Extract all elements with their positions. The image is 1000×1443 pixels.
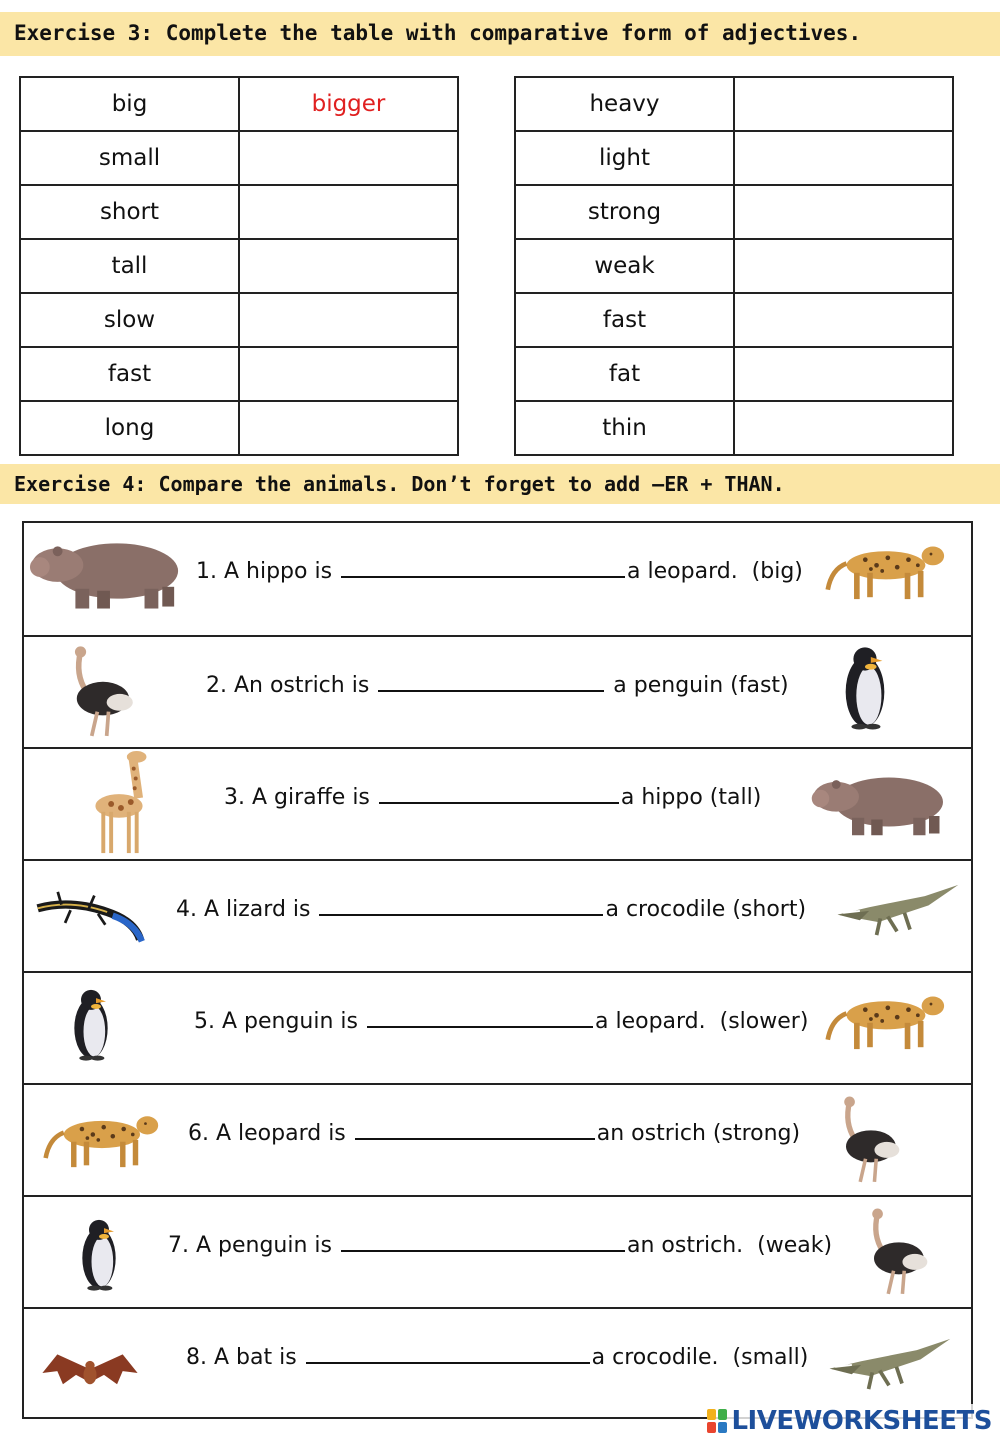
comparative-answer-cell[interactable] (734, 293, 953, 347)
leopard-image (42, 1107, 160, 1171)
penguin-image (66, 981, 116, 1067)
adjective-cell: long (20, 401, 239, 455)
exercise-item (24, 523, 971, 635)
table-row (515, 293, 953, 347)
comparative-answer-cell[interactable] (239, 293, 458, 347)
sentence-prefix: 3. A giraffe is (224, 785, 377, 810)
sentence-suffix: a hippo (tall) (620, 785, 762, 810)
table-row (515, 239, 953, 293)
comparative-answer-cell[interactable] (734, 347, 953, 401)
table-row (20, 293, 458, 347)
exercise-item (24, 1083, 971, 1195)
sentence (176, 897, 806, 922)
exercise-item (24, 747, 971, 859)
sentence-prefix: 4. A lizard is (176, 897, 318, 922)
sentence (188, 1121, 800, 1146)
table-row (20, 239, 458, 293)
answer-blank[interactable] (306, 1346, 590, 1364)
sentence (206, 673, 789, 698)
adjective-cell: light (515, 131, 734, 185)
comparative-answer-cell[interactable]: bigger (239, 77, 458, 131)
sentence (194, 1009, 808, 1034)
ostrich-image (830, 1091, 910, 1191)
table-row (515, 401, 953, 455)
sentence-suffix: an ostrich (strong) (596, 1121, 801, 1146)
answer-blank[interactable] (319, 898, 603, 916)
answer-blank[interactable] (355, 1122, 595, 1140)
liveworksheets-logo (707, 1404, 992, 1438)
comparison-exercise (22, 521, 973, 1419)
adjective-cell: short (20, 185, 239, 239)
table-row (515, 185, 953, 239)
adjective-cell: thin (515, 401, 734, 455)
penguin-image (836, 643, 894, 731)
sentence-prefix: 8. A bat is (186, 1345, 304, 1370)
comparative-answer-cell[interactable] (734, 239, 953, 293)
sentence (186, 1345, 808, 1370)
sentence-suffix: an ostrich. (weak) (627, 1233, 833, 1258)
exercise-3-heading: Exercise 3: Complete the table with comparative form of adjectives. (0, 12, 1000, 56)
sentence-suffix: a leopard. (big) (627, 559, 803, 584)
sentence-prefix: 6. A leopard is (188, 1121, 353, 1146)
exercise-item (24, 635, 971, 747)
table-row (515, 347, 953, 401)
sentence-prefix: 7. A penguin is (168, 1233, 339, 1258)
comparative-answer-cell[interactable] (239, 185, 458, 239)
table-row (20, 401, 458, 455)
giraffe-image (74, 749, 164, 857)
table-row (20, 77, 458, 131)
penguin-image (74, 1211, 124, 1297)
comparative-answer-cell[interactable] (734, 401, 953, 455)
comparative-answer-cell[interactable] (734, 77, 953, 131)
answer-blank[interactable] (378, 674, 604, 692)
ostrich-image (858, 1203, 938, 1303)
sentence (196, 559, 803, 584)
sentence-suffix: a leopard. (slower) (595, 1009, 809, 1034)
sentence-prefix: 1. A hippo is (196, 559, 340, 584)
adjective-cell: weak (515, 239, 734, 293)
sentence-prefix: 5. A penguin is (194, 1009, 365, 1034)
bat-image (38, 1345, 142, 1401)
sentence-suffix: a crocodile. (small) (591, 1345, 809, 1370)
comparative-answer-cell[interactable] (239, 239, 458, 293)
comparative-answer-cell[interactable] (239, 401, 458, 455)
ostrich-image (60, 643, 144, 743)
adjective-cell: fast (515, 293, 734, 347)
table-row (515, 131, 953, 185)
table-row (20, 131, 458, 185)
crocodile-image (824, 1331, 954, 1397)
table-row (515, 77, 953, 131)
comparative-answer-cell[interactable] (239, 347, 458, 401)
lizard-image (34, 871, 162, 953)
comparative-answer-cell[interactable] (734, 185, 953, 239)
answer-blank[interactable] (367, 1010, 593, 1028)
adjective-cell: small (20, 131, 239, 185)
exercise-4-heading: Exercise 4: Compare the animals. Don’t forget to add –ER + THAN. (0, 464, 1000, 504)
sentence-suffix: a penguin (fast) (606, 673, 789, 698)
leopard-image (824, 537, 946, 603)
answer-blank[interactable] (341, 1234, 625, 1252)
table-row (20, 185, 458, 239)
answer-blank[interactable] (379, 786, 619, 804)
comparative-answer-cell[interactable] (734, 131, 953, 185)
hippo-image (810, 763, 950, 841)
leopard-image (824, 987, 946, 1053)
sentence (224, 785, 761, 810)
comparative-answer-cell[interactable] (239, 131, 458, 185)
crocodile-image (832, 877, 962, 943)
table-row (20, 347, 458, 401)
adjective-cell: big (20, 77, 239, 131)
adjective-cell: tall (20, 239, 239, 293)
left-adjective-table (19, 76, 459, 456)
answer-blank[interactable] (341, 560, 625, 578)
adjective-cell: heavy (515, 77, 734, 131)
right-adjective-table (514, 76, 954, 456)
exercise-item (24, 1195, 971, 1307)
watermark-text: LIVEWORKSHEETS (731, 1406, 992, 1436)
exercise-item (24, 859, 971, 971)
sentence-prefix: 2. An ostrich is (206, 673, 377, 698)
adjective-cell: strong (515, 185, 734, 239)
hippo-image (28, 531, 186, 611)
adjective-cell: fat (515, 347, 734, 401)
sentence-suffix: a crocodile (short) (605, 897, 807, 922)
exercise-item (24, 971, 971, 1083)
sentence (168, 1233, 832, 1258)
adjective-cell: slow (20, 293, 239, 347)
adjective-cell: fast (20, 347, 239, 401)
liveworksheets-mark-icon (707, 1409, 727, 1433)
exercise-item (24, 1307, 971, 1419)
